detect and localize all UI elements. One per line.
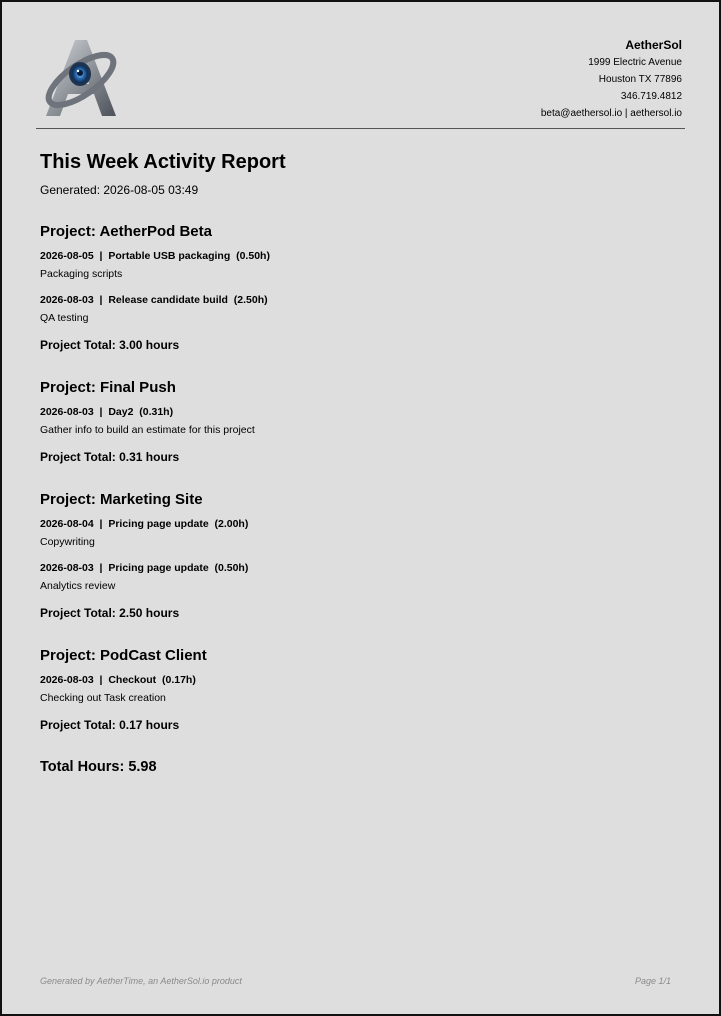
time-entry <box>40 405 680 437</box>
entry-description: Copywriting <box>40 536 95 548</box>
project-name: Project: Marketing Site <box>40 491 203 508</box>
company-city: Houston TX 77896 <box>598 74 682 85</box>
entry-description: Packaging scripts <box>40 268 123 280</box>
project-name: Project: Final Push <box>40 379 176 396</box>
entry-description: Analytics review <box>40 580 116 592</box>
project-section <box>40 491 680 621</box>
project-total: Project Total: 3.00 hours <box>40 338 180 352</box>
time-entry <box>40 561 680 593</box>
aethersol-logo-icon <box>38 36 124 122</box>
report-title: This Week Activity Report <box>40 151 286 173</box>
time-entry <box>40 249 680 281</box>
entry-description: Checking out Task creation <box>40 692 166 704</box>
project-total: Project Total: 0.31 hours <box>40 450 180 464</box>
entry-header: 2026-08-05 | Portable USB packaging (0.50h) <box>40 250 270 262</box>
generated-timestamp: Generated: 2026-08-05 03:49 <box>40 183 199 197</box>
company-phone: 346.719.4812 <box>620 91 682 102</box>
time-entry <box>40 673 680 705</box>
entry-header: 2026-08-03 | Pricing page update (0.50h) <box>40 562 249 574</box>
grand-total: Total Hours: 5.98 <box>40 759 157 775</box>
entry-description: Gather info to build an estimate for this project <box>40 424 255 436</box>
footer-credit: Generated by AetherTime, an AetherSol.io product <box>40 976 242 986</box>
report-content <box>40 150 680 776</box>
project-section <box>40 647 680 733</box>
header-divider <box>36 128 685 129</box>
project-total: Project Total: 2.50 hours <box>40 606 180 620</box>
time-entry <box>40 517 680 549</box>
time-entry <box>40 293 680 325</box>
project-total: Project Total: 0.17 hours <box>40 718 180 732</box>
project-section <box>40 223 680 353</box>
company-contact: beta@aethersol.io | aethersol.io <box>540 108 682 119</box>
entry-description: QA testing <box>40 312 89 324</box>
page-footer <box>40 976 671 986</box>
project-section <box>40 379 680 465</box>
entry-header: 2026-08-03 | Checkout (0.17h) <box>40 674 196 686</box>
entry-header: 2026-08-04 | Pricing page update (2.00h) <box>40 518 249 530</box>
company-address: 1999 Electric Avenue <box>588 57 682 68</box>
project-name: Project: AetherPod Beta <box>40 223 212 240</box>
project-name: Project: PodCast Client <box>40 647 207 664</box>
entry-header: 2026-08-03 | Day2 (0.31h) <box>40 406 174 418</box>
page-number: Page 1/1 <box>634 976 671 986</box>
entry-header: 2026-08-03 | Release candidate build (2.50h) <box>40 294 268 306</box>
company-name: AetherSol <box>625 38 682 52</box>
company-info <box>541 37 682 122</box>
